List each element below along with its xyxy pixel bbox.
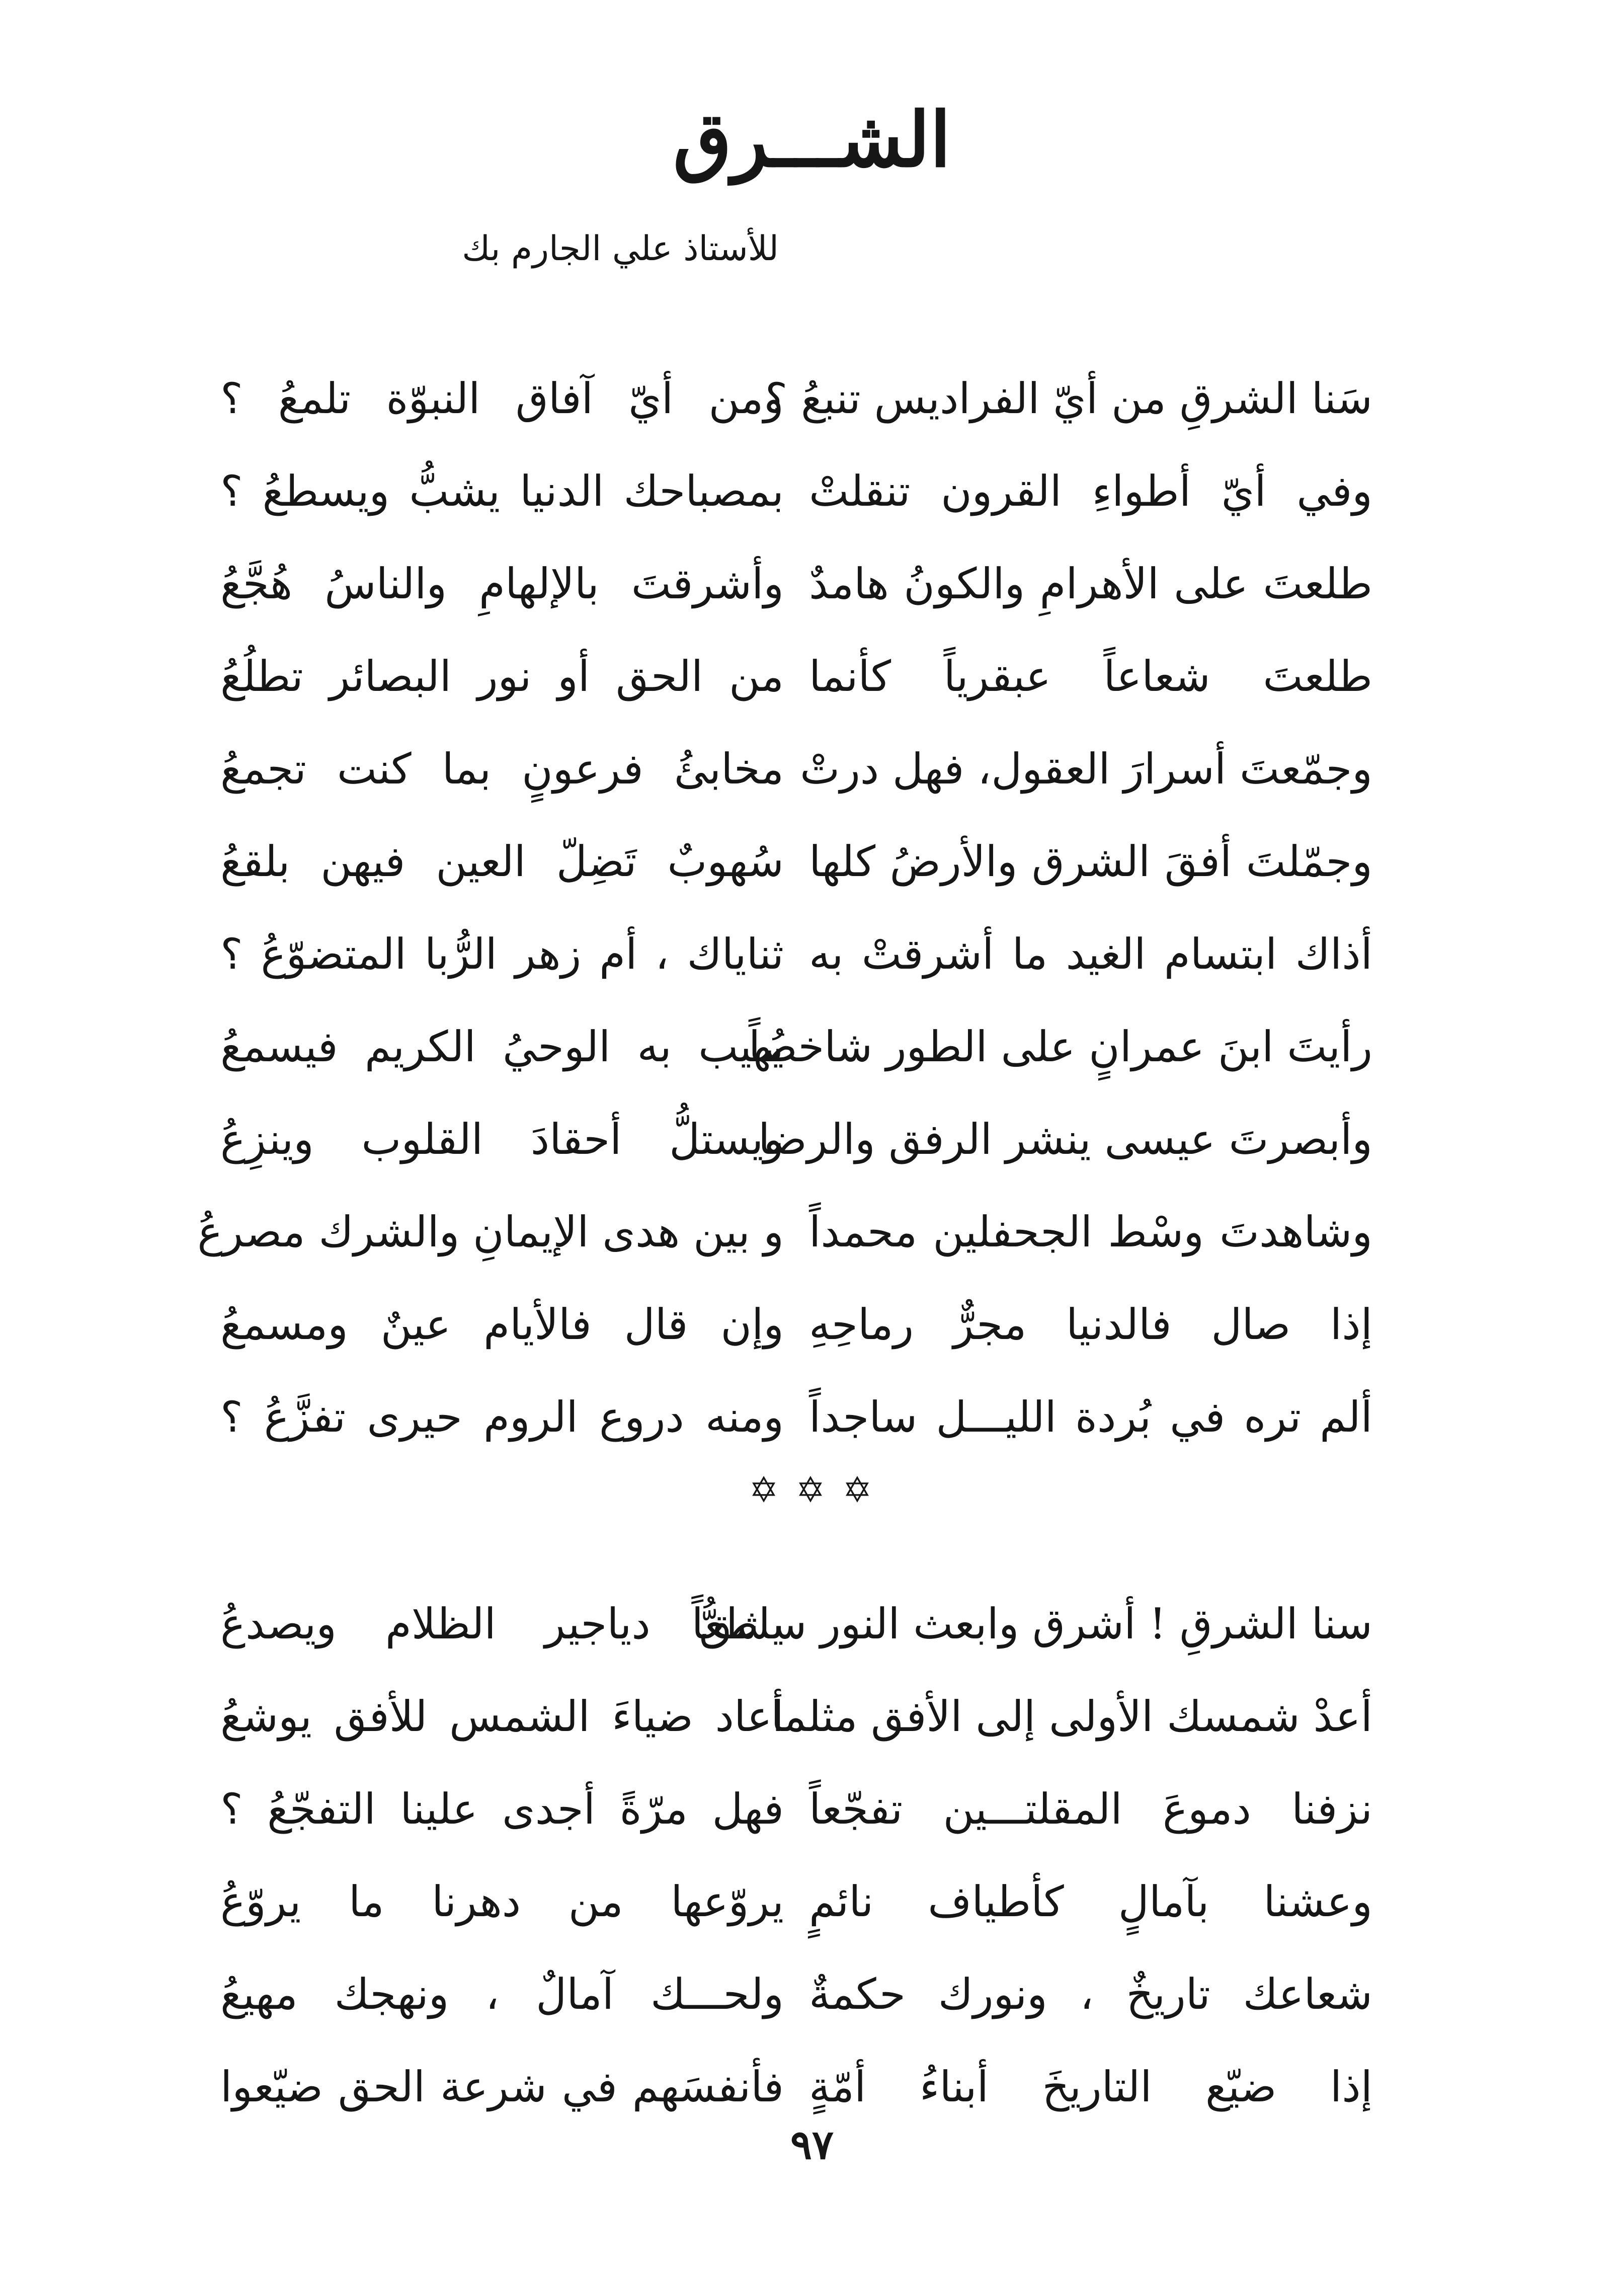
verse-second-hemistich: يشقُّ دياجير الظلام ويصدعُ — [220, 1599, 784, 1648]
verse-line — [0, 1670, 1624, 1763]
verse-first-hemistich: سَنا الشرقِ من أيّ الفراديس تنبعُ ؟ — [765, 374, 1372, 423]
verse-first-hemistich: أعدْ شمسك الأولى إلى الأفق مثلما — [771, 1692, 1372, 1741]
verse-first-hemistich: طلعتَ على الأهرامِ والكونُ هامدٌ — [809, 559, 1372, 608]
verse-line — [0, 1000, 1624, 1093]
verse-first-hemistich: شعاعك تاريخٌ ، ونورك حكمةٌ — [809, 1970, 1372, 2019]
verse-first-hemistich: نزفنا دموعَ المقلتـــين تفجّعاً — [809, 1784, 1372, 1834]
verse-second-hemistich: مخابئُ فرعونٍ بما كنت تجمعُ — [220, 744, 784, 794]
verse-second-hemistich: فأنفسَهم في شرعة الحق ضيّعوا — [220, 2062, 784, 2111]
poem-title: الشـــرق — [673, 96, 951, 184]
verse-first-hemistich: وأبصرتَ عيسى ينشر الرفق والرضا — [758, 1115, 1372, 1164]
verse-second-hemistich: وأشرقتَ بالإلهامِ والناسُ هُجَّعُ — [220, 559, 784, 608]
verse-first-hemistich: وفي أيّ أطواءِ القرون تنقلتْ — [809, 466, 1372, 516]
verse-first-hemistich: طلعتَ شعاعاً عبقرياً كأنما — [809, 652, 1372, 701]
verse-second-hemistich: و بين هدى الإيمانِ والشرك مصرعُ — [197, 1207, 784, 1256]
verse-first-hemistich: وعشنا بآمالٍ كأطياف نائمٍ — [809, 1877, 1372, 1926]
verse-second-hemistich: ثناياك ، أم زهر الرُّبا المتضوّعُ ؟ — [220, 929, 784, 979]
verse-line — [0, 1948, 1624, 2040]
verse-second-hemistich: ولحـــك آمالٌ ، ونهجك مهيعُ — [220, 1970, 784, 2019]
verse-first-hemistich: ألم تره في بُردة الليـــل ساجداً — [809, 1392, 1372, 1442]
page-number: ٩٧ — [790, 2121, 834, 2168]
verse-line — [0, 1278, 1624, 1371]
stanza-second — [0, 1578, 1624, 2133]
verse-line — [0, 1093, 1624, 1186]
verse-second-hemistich: يُهيب به الوحيُ الكريم فيسمعُ — [220, 1022, 784, 1071]
verse-line — [0, 1578, 1624, 1670]
verse-first-hemistich: وجمّعتَ أسرارَ العقول، فهل درتْ — [800, 744, 1372, 794]
verse-second-hemistich: يروّعها من دهرنا ما يروّعُ — [220, 1877, 784, 1926]
verse-line — [0, 908, 1624, 1000]
verse-line — [0, 723, 1624, 815]
verse-second-hemistich: وإن قال فالأيام عينٌ ومسمعُ — [220, 1300, 784, 1349]
stanza-first — [0, 352, 1624, 1463]
verse-second-hemistich: بمصباحك الدنيا يشبُّ ويسطعُ ؟ — [220, 466, 784, 516]
verse-first-hemistich: وجمّلتَ أفقَ الشرق والأرضُ كلها — [809, 837, 1372, 886]
verse-second-hemistich: ومن أيّ آفاق النبوّة تلمعُ ؟ — [220, 374, 784, 423]
verse-second-hemistich: ومنه دروع الروم حيرى تفزَّعُ ؟ — [220, 1392, 784, 1442]
verse-second-hemistich: ويستلُّ أحقادَ القلوب وينزِعُ — [220, 1115, 784, 1164]
verse-first-hemistich: إذا صال فالدنيا مجرٌّ رماحِهِ — [809, 1300, 1372, 1349]
verse-second-hemistich: فهل مرّةً أجدى علينا التفجّعُ ؟ — [220, 1784, 784, 1834]
verse-second-hemistich: سُهوبٌ تَضِلّ العين فيهن بلقعُ — [220, 837, 784, 886]
verse-line — [0, 445, 1624, 537]
verse-line — [0, 630, 1624, 723]
verse-first-hemistich: رأيتَ ابنَ عمرانٍ على الطور شاخصاً — [748, 1022, 1372, 1071]
verse-first-hemistich: إذا ضيّع التاريخَ أبناءُ أمّةٍ — [809, 2062, 1372, 2111]
verse-first-hemistich: أذاك ابتسام الغيد ما أشرقتْ به — [809, 929, 1372, 979]
verse-line — [0, 1371, 1624, 1463]
verse-second-hemistich: أعاد ضياءَ الشمس للأفق يوشعُ — [220, 1692, 784, 1741]
verse-first-hemistich: وشاهدتَ وسْط الجحفلين محمداً — [809, 1207, 1372, 1256]
verse-line — [0, 2040, 1624, 2133]
verse-second-hemistich: من الحق أو نور البصائر تطلُعُ — [220, 652, 784, 701]
verse-line — [0, 352, 1624, 445]
poem-author: للأستاذ علي الجارم بك — [462, 229, 779, 269]
verse-line — [0, 1186, 1624, 1278]
verse-line — [0, 1855, 1624, 1948]
verse-line — [0, 815, 1624, 908]
verse-first-hemistich: سنا الشرقِ ! أشرق وابعث النور ساطعاً — [691, 1599, 1372, 1648]
verse-line — [0, 537, 1624, 630]
stanza-divider: ✡ ✡ ✡ — [749, 1469, 875, 1511]
verse-line — [0, 1763, 1624, 1855]
